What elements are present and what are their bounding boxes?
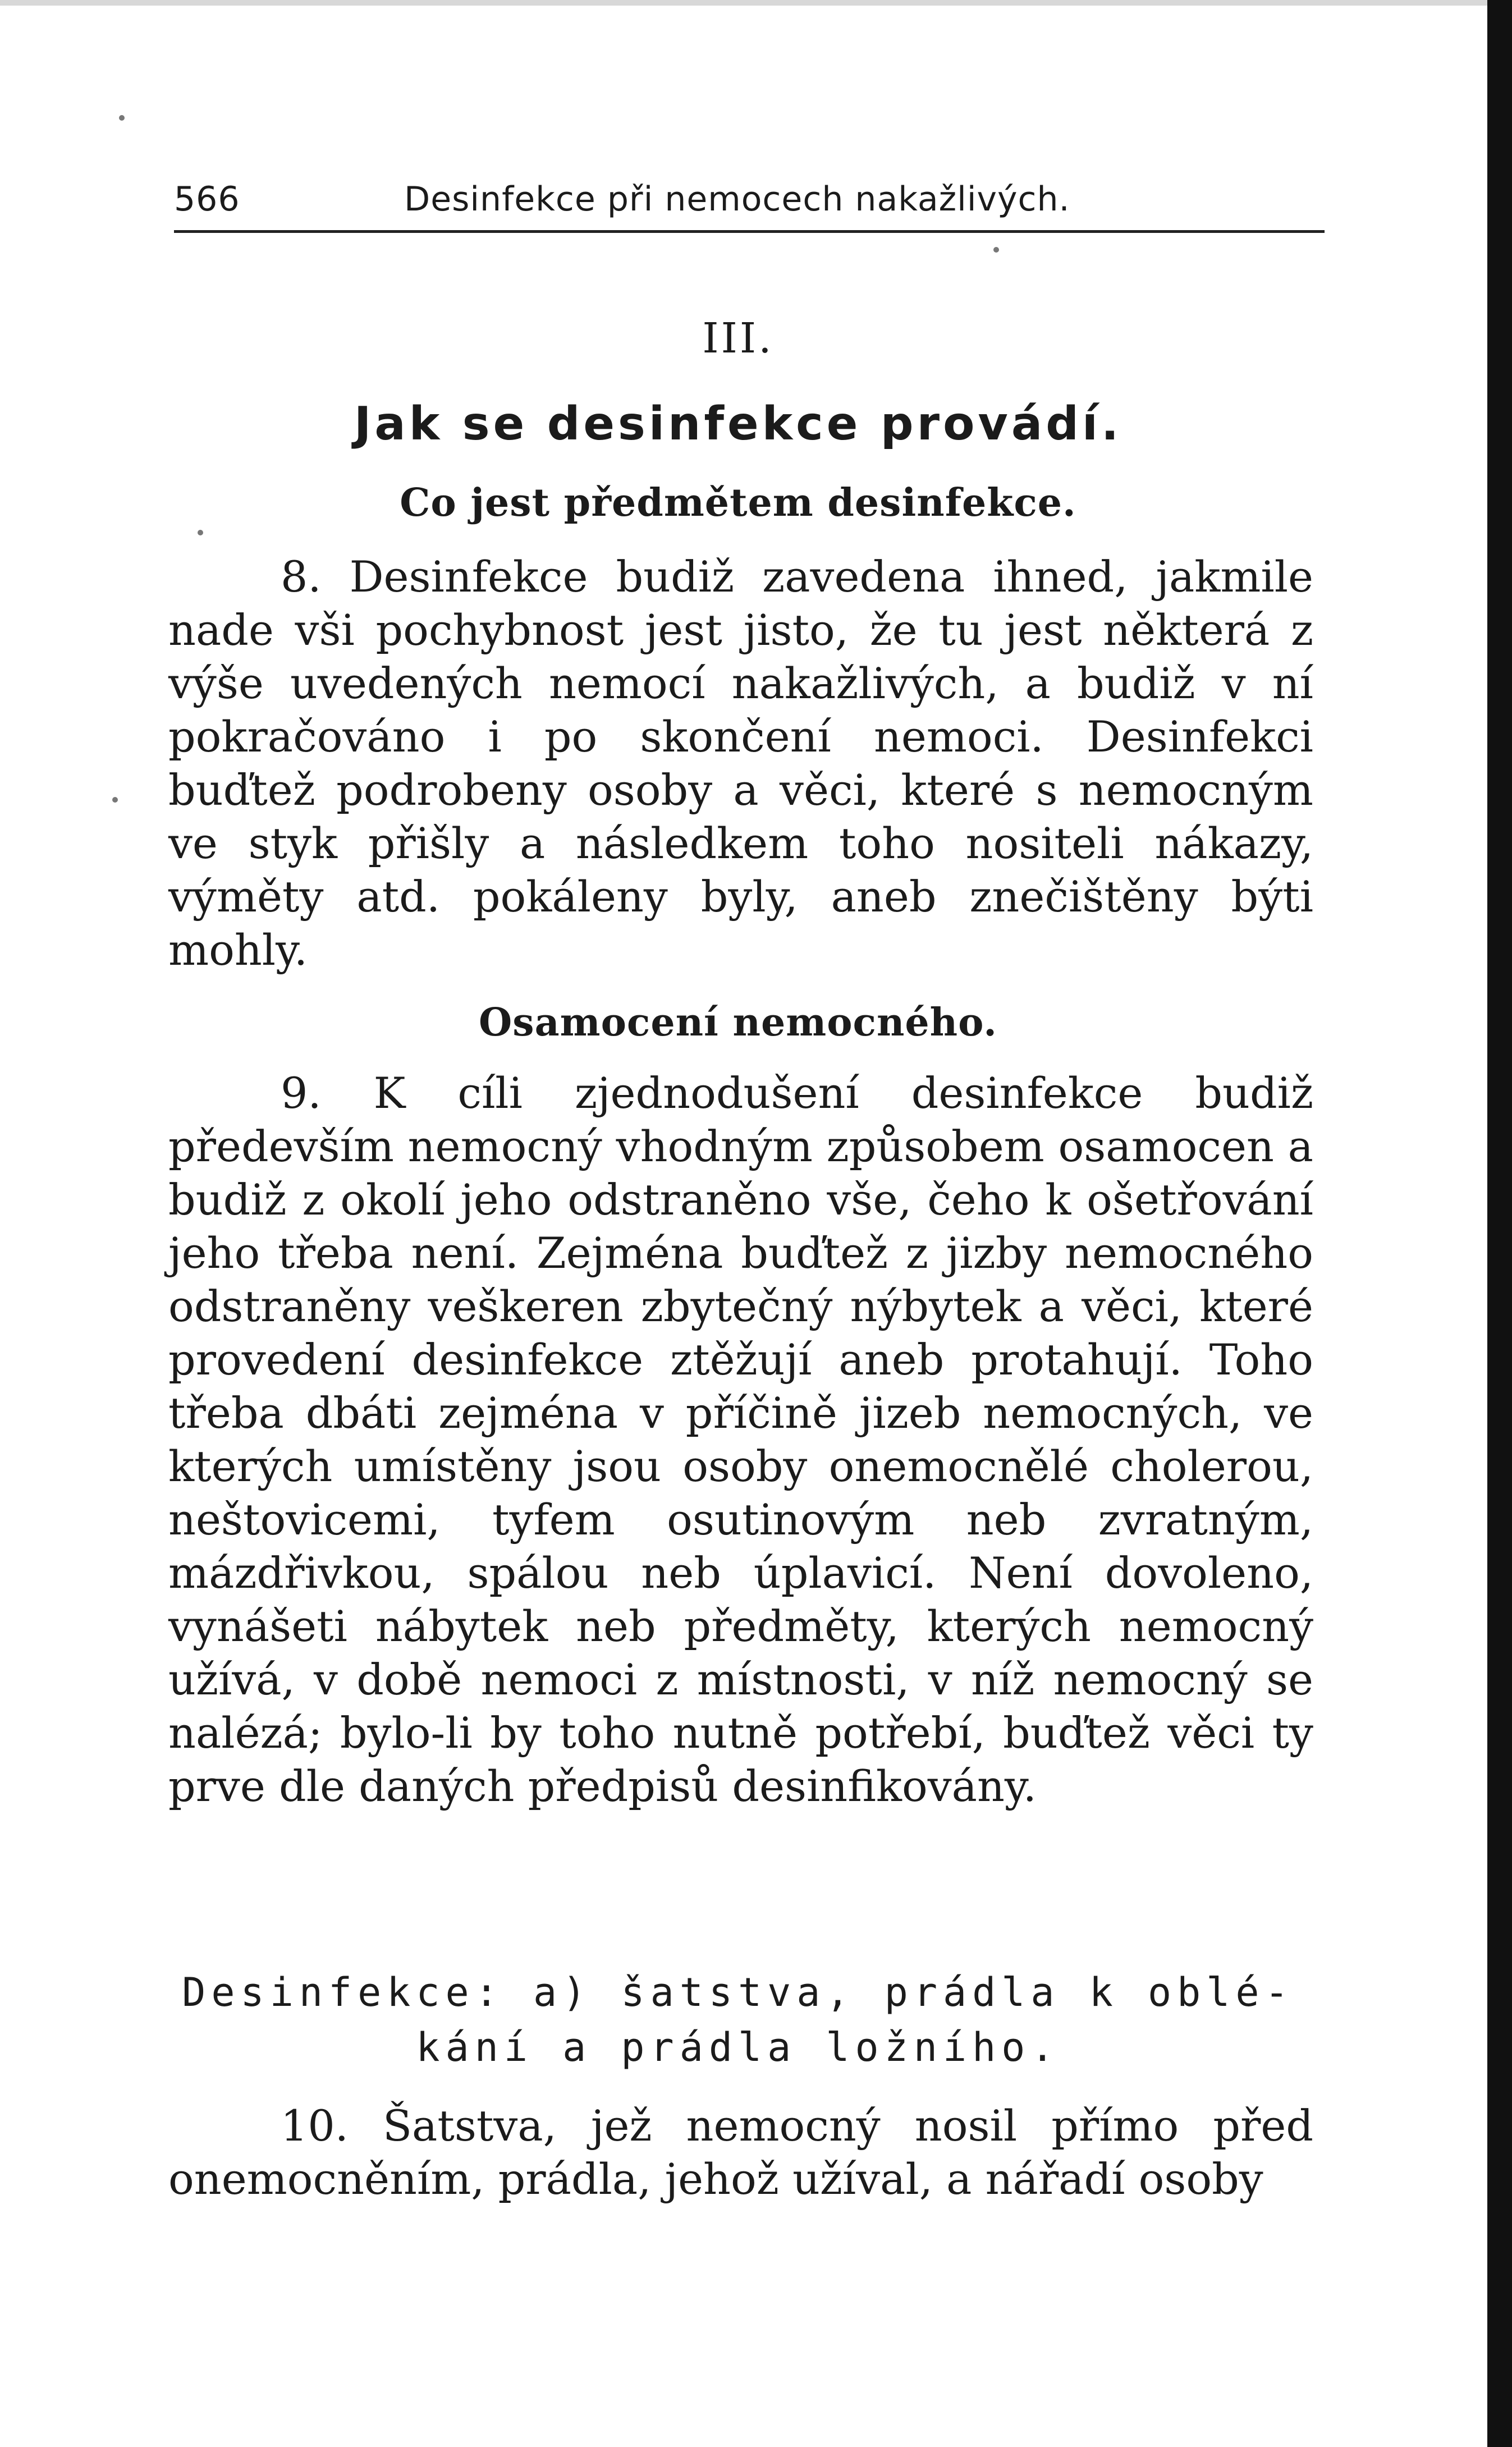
page-number: 566 — [174, 180, 240, 219]
scan-speck — [993, 247, 999, 253]
chapter-title: Jak se desinfekce provádí. — [354, 397, 1122, 451]
header-rule — [174, 230, 1325, 233]
section-heading-clothing-line1: Desinfekce: a) šatstva, prádla k oblé- — [182, 1969, 1294, 2015]
paragraph-9: 9. K cíli zjednodušení desinfekce budiž především nemocný vhodným způsobem osamocen a budiž z okolí jeho odstraněno vše, čeho k ošetřování jeho třeba není. Zejména buďtež z jizby nemocného odstraněny veškeren zbytečný nýbytek a věci, které provedení desinfekce ztěžují aneb protahují. Toho třeba dbáti zejména v příčině jizeb nemocných, ve kterých umístěny jsou osoby onemocnělé cholerou, neštovicemi, tyfem osutinovým neb zvratným, mázdřivkou, spálou neb úplavicí. Není dovoleno, vynášeti nábytek neb předměty, kterých nemocný užívá, v době nemoci z místnosti, v níž nemocný se nalézá; bylo-li by toho nutně potřebí, buďtež věci ty prve dle daných předpisů desinfikovány. — [168, 1068, 1313, 1811]
chapter-number: III. — [702, 314, 774, 363]
paragraph-10: 10. Šatstva, jež nemocný nosil přímo před onemocněním, prádla, jehož užíval, a nářadí osoby — [168, 2101, 1313, 2204]
scan-speck — [112, 797, 118, 803]
running-title: Desinfekce při nemocech nakažlivých. — [404, 180, 1070, 219]
book-page — [152, 168, 1325, 2204]
running-head — [152, 168, 1325, 219]
scan-speck — [119, 115, 125, 121]
section-heading-isolation: Osamocení nemocného. — [479, 1000, 997, 1045]
scan-right-edge — [1487, 0, 1512, 2447]
scan-speck — [198, 530, 203, 535]
scan-top-edge — [0, 0, 1512, 6]
section-heading-subject: Co jest předmětem desinfekce. — [400, 480, 1076, 525]
paragraph-8: 8. Desinfekce budiž zavedena ihned, jakmile nade vši pochybnost jest jisto, že tu jest některá z výše uvedených nemocí nakažlivých, a budiž v ní pokračováno i po skončení nemoci. Desinfekci buďtež podrobeny osoby a věci, které s nemocným ve styk přišly a následkem toho nositeli nákazy, výměty atd. pokáleny byly, aneb znečištěny býti mohly. — [168, 552, 1313, 975]
section-heading-clothing-line2: kání a prádla ložního. — [416, 2024, 1060, 2070]
